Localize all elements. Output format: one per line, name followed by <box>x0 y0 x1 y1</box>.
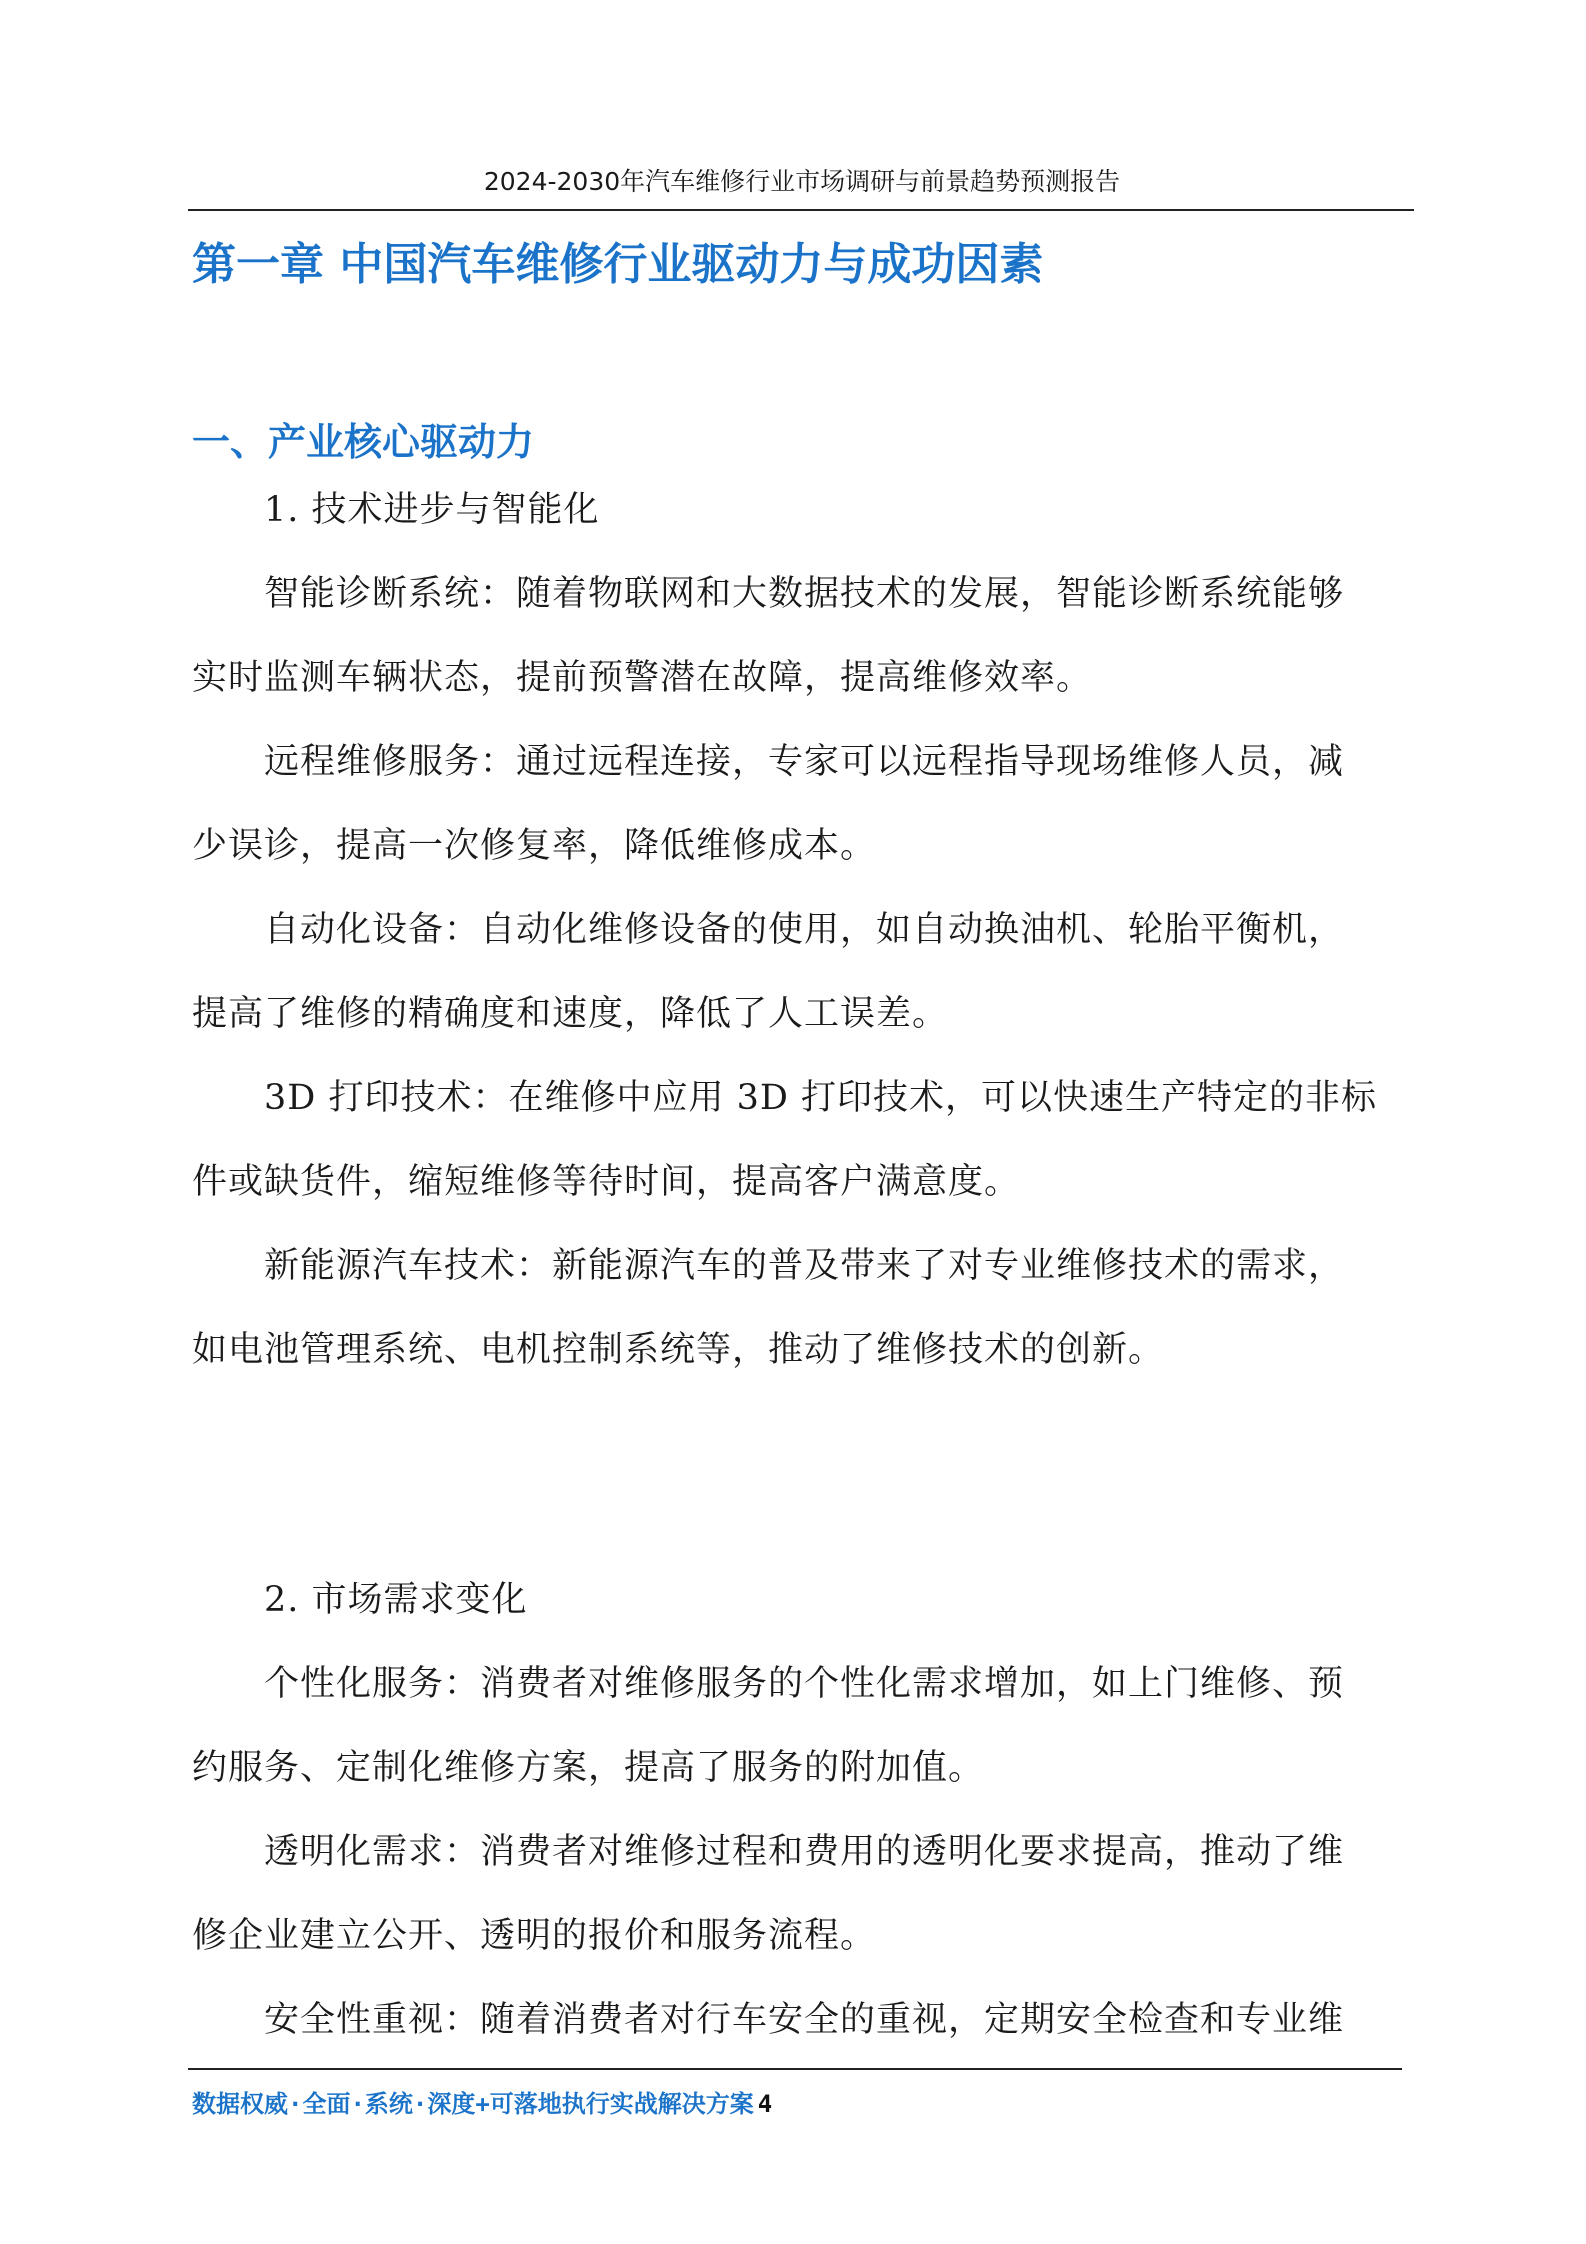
subsection-heading: 2. 市场需求变化 <box>264 1580 528 1620</box>
body-text <box>192 384 1402 2062</box>
paragraph-line: 约服务、定制化维修方案，提高了服务的附加值。 <box>192 1748 985 1788</box>
paragraph-line: 3D 打印技术：在维修中应用 3D 打印技术，可以快速生产特定的非标 <box>264 1078 1378 1118</box>
section-title: 一、产业核心驱动力 <box>192 420 535 464</box>
chapter-title: 第一章 中国汽车维修行业驱动力与成功因素 <box>192 239 1044 290</box>
subsection-heading: 1. 技术进步与智能化 <box>264 490 600 530</box>
paragraph-line: 如电池管理系统、电机控制系统等，推动了维修技术的创新。 <box>192 1330 1165 1370</box>
paragraph-line: 实时监测车辆状态，提前预警潜在故障，提高维修效率。 <box>192 658 1093 698</box>
header-divider <box>188 209 1414 211</box>
paragraph-line: 少误诊，提高一次修复率，降低维修成本。 <box>192 826 877 866</box>
paragraph-line: 智能诊断系统：随着物联网和大数据技术的发展，智能诊断系统能够 <box>264 574 1345 614</box>
running-header: 2024-2030年汽车维修行业市场调研与前景趋势预测报告 <box>483 167 1121 196</box>
paragraph-line: 远程维修服务：通过远程连接，专家可以远程指导现场维修人员，减 <box>264 742 1345 782</box>
paragraph-line: 个性化服务：消费者对维修服务的个性化需求增加，如上门维修、预 <box>264 1664 1345 1704</box>
footer <box>192 2084 772 2119</box>
paragraph-line: 自动化设备：自动化维修设备的使用，如自动换油机、轮胎平衡机， <box>264 910 1345 950</box>
paragraph-line: 新能源汽车技术：新能源汽车的普及带来了对专业维修技术的需求， <box>264 1246 1345 1286</box>
page-number: 4 <box>757 2090 773 2118</box>
paragraph-line: 提高了维修的精确度和速度，降低了人工误差。 <box>192 994 949 1034</box>
paragraph-line: 修企业建立公开、透明的报价和服务流程。 <box>192 1916 877 1956</box>
footer-divider <box>188 2068 1402 2070</box>
footer-tagline: 数据权威·全面·系统·深度+可落地执行实战解决方案 <box>192 2090 754 2118</box>
paragraph-line: 安全性重视：随着消费者对行车安全的重视，定期安全检查和专业维 <box>264 2000 1345 2040</box>
paragraph-line: 件或缺货件，缩短维修等待时间，提高客户满意度。 <box>192 1162 1021 1202</box>
paragraph-line: 透明化需求：消费者对维修过程和费用的透明化要求提高，推动了维 <box>264 1832 1345 1872</box>
